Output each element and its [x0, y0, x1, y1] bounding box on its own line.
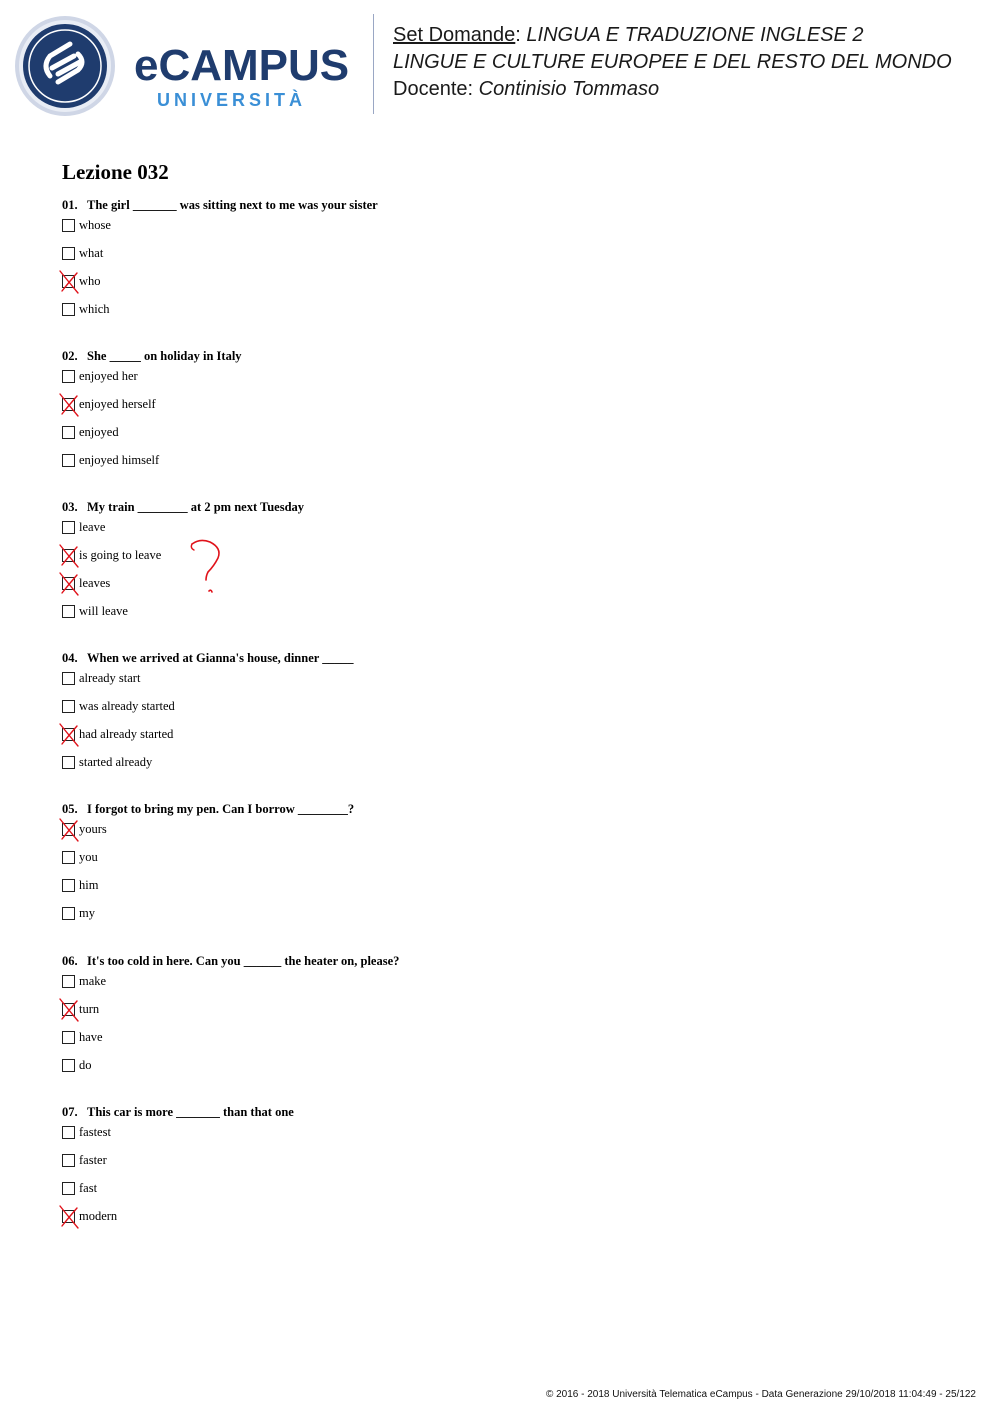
answer-checkbox[interactable] [62, 975, 75, 988]
handwritten-question-mark [186, 536, 230, 598]
question-4 [62, 651, 942, 783]
answer-checkbox[interactable] [62, 879, 75, 892]
header-divider [373, 14, 374, 114]
answer-checkbox[interactable] [62, 521, 75, 534]
question-prompt: It's too cold in here. Can you ______ the heater on, please? [87, 954, 400, 968]
answer-options [62, 1125, 942, 1237]
answer-option[interactable] [62, 727, 942, 755]
course-header [393, 22, 952, 103]
page-footer: © 2016 - 2018 Università Telematica eCampus - Data Generazione 29/10/2018 11:04:49 - 25/122 [545, 1389, 976, 1400]
question-number: 05. [62, 802, 78, 816]
answer-label: modern [79, 1209, 118, 1223]
answer-checkbox[interactable] [62, 823, 75, 836]
answer-label: which [79, 302, 110, 316]
docente-label: Docente: [393, 78, 474, 100]
question-prompt: She _____ on holiday in Italy [87, 349, 242, 363]
question-5 [62, 802, 942, 934]
question-text [62, 1105, 942, 1125]
answer-option[interactable] [62, 1181, 942, 1209]
answer-option[interactable] [62, 850, 942, 878]
answer-checkbox[interactable] [62, 851, 75, 864]
answer-label: fastest [79, 1125, 111, 1139]
answer-checkbox[interactable] [62, 1031, 75, 1044]
answer-label: leave [79, 520, 106, 534]
answer-option[interactable] [62, 878, 942, 906]
answer-label: what [79, 246, 104, 260]
answer-label: enjoyed herself [79, 397, 156, 411]
answer-option[interactable] [62, 425, 942, 453]
question-7 [62, 1105, 942, 1237]
answer-label: who [79, 274, 101, 288]
answer-checkbox[interactable] [62, 1154, 75, 1167]
answer-options [62, 671, 942, 783]
question-prompt: My train ________ at 2 pm next Tuesday [87, 500, 305, 514]
answer-option[interactable] [62, 906, 942, 934]
question-prompt: I forgot to bring my pen. Can I borrow ________? [87, 802, 355, 816]
answer-option[interactable] [62, 1002, 942, 1030]
answer-checkbox[interactable] [62, 728, 75, 741]
answer-label: fast [79, 1181, 98, 1195]
answer-option[interactable] [62, 369, 942, 397]
answer-checkbox[interactable] [62, 605, 75, 618]
answer-label: turn [79, 1002, 100, 1016]
lesson-title: Lezione 032 [62, 160, 169, 184]
question-number: 07. [62, 1105, 78, 1119]
answer-label: faster [79, 1153, 107, 1167]
answer-option[interactable] [62, 1153, 942, 1181]
answer-checkbox[interactable] [62, 1210, 75, 1223]
answer-label: leaves [79, 576, 111, 590]
docente-name: Continisio Tommaso [478, 78, 660, 100]
answer-checkbox[interactable] [62, 756, 75, 769]
answer-label: do [79, 1058, 92, 1072]
answer-option[interactable] [62, 453, 942, 481]
answer-label: is going to leave [79, 548, 162, 562]
logo-brand: eCAMPUS [134, 41, 350, 90]
answer-label: had already started [79, 727, 174, 741]
question-number: 03. [62, 500, 78, 514]
answer-label: enjoyed [79, 425, 119, 439]
answer-label: my [79, 906, 95, 920]
answer-options [62, 218, 942, 330]
answer-label: whose [79, 218, 111, 232]
answer-checkbox[interactable] [62, 1059, 75, 1072]
answer-checkbox[interactable] [62, 247, 75, 260]
answer-label: you [79, 850, 98, 864]
answer-option[interactable] [62, 218, 942, 246]
answer-options [62, 369, 942, 481]
answer-checkbox[interactable] [62, 549, 75, 562]
question-prompt: When we arrived at Gianna's house, dinner _____ [87, 651, 354, 665]
question-number: 04. [62, 651, 78, 665]
question-text [62, 954, 942, 974]
answer-option[interactable] [62, 974, 942, 1002]
answer-label: make [79, 974, 107, 988]
answer-option[interactable] [62, 604, 942, 632]
answer-option[interactable] [62, 1125, 942, 1153]
answer-checkbox[interactable] [62, 1126, 75, 1139]
logo-sub: UNIVERSITÀ [157, 90, 307, 110]
course-name: LINGUE E CULTURE EUROPEE E DEL RESTO DEL MONDO [393, 51, 952, 73]
answer-options [62, 822, 942, 934]
answer-option[interactable] [62, 302, 942, 330]
set-value: LINGUA E TRADUZIONE INGLESE 2 [526, 24, 864, 46]
answer-checkbox[interactable] [62, 577, 75, 590]
answer-option[interactable] [62, 755, 942, 783]
answer-checkbox[interactable] [62, 672, 75, 685]
answer-label: was already started [79, 699, 175, 713]
question-text [62, 802, 942, 822]
question-6 [62, 954, 942, 1086]
answer-checkbox[interactable] [62, 370, 75, 383]
question-number: 01. [62, 198, 78, 212]
question-text [62, 349, 942, 369]
question-text [62, 198, 942, 218]
answer-option[interactable] [62, 397, 942, 425]
answer-checkbox[interactable] [62, 219, 75, 232]
answer-checkbox[interactable] [62, 700, 75, 713]
answer-checkbox[interactable] [62, 275, 75, 288]
question-1 [62, 198, 942, 330]
answer-checkbox[interactable] [62, 303, 75, 316]
answer-label: yours [79, 822, 107, 836]
set-line: Set Domande: LINGUA E TRADUZIONE INGLESE 2 [393, 24, 864, 46]
answer-checkbox[interactable] [62, 1003, 75, 1016]
answer-option[interactable] [62, 246, 942, 274]
answer-option[interactable] [62, 671, 942, 699]
course-line [393, 49, 952, 76]
answer-option[interactable] [62, 1030, 942, 1058]
answer-label: enjoyed her [79, 369, 138, 383]
answer-label: him [79, 878, 99, 892]
answer-label: started already [79, 755, 153, 769]
answer-checkbox[interactable] [62, 1182, 75, 1195]
answer-option[interactable] [62, 274, 942, 302]
answer-checkbox[interactable] [62, 454, 75, 467]
answer-option[interactable] [62, 822, 942, 850]
answer-checkbox[interactable] [62, 907, 75, 920]
question-number: 06. [62, 954, 78, 968]
set-label: Set Domande [393, 24, 516, 46]
answer-checkbox[interactable] [62, 398, 75, 411]
answer-option[interactable] [62, 1058, 942, 1086]
question-2 [62, 349, 942, 481]
answer-option[interactable] [62, 1209, 942, 1237]
answer-option[interactable] [62, 699, 942, 727]
answer-label: enjoyed himself [79, 453, 160, 467]
answer-checkbox[interactable] [62, 426, 75, 439]
question-prompt: This car is more _______ than that one [87, 1105, 294, 1119]
question-number: 02. [62, 349, 78, 363]
answer-label: will leave [79, 604, 128, 618]
docente-line [393, 76, 952, 103]
answer-label: have [79, 1030, 103, 1044]
answer-options [62, 974, 942, 1086]
ecampus-logo [14, 14, 359, 118]
question-text [62, 651, 942, 671]
question-text [62, 500, 942, 520]
answer-label: already start [79, 671, 141, 685]
question-prompt: The girl _______ was sitting next to me was your sister [87, 198, 378, 212]
